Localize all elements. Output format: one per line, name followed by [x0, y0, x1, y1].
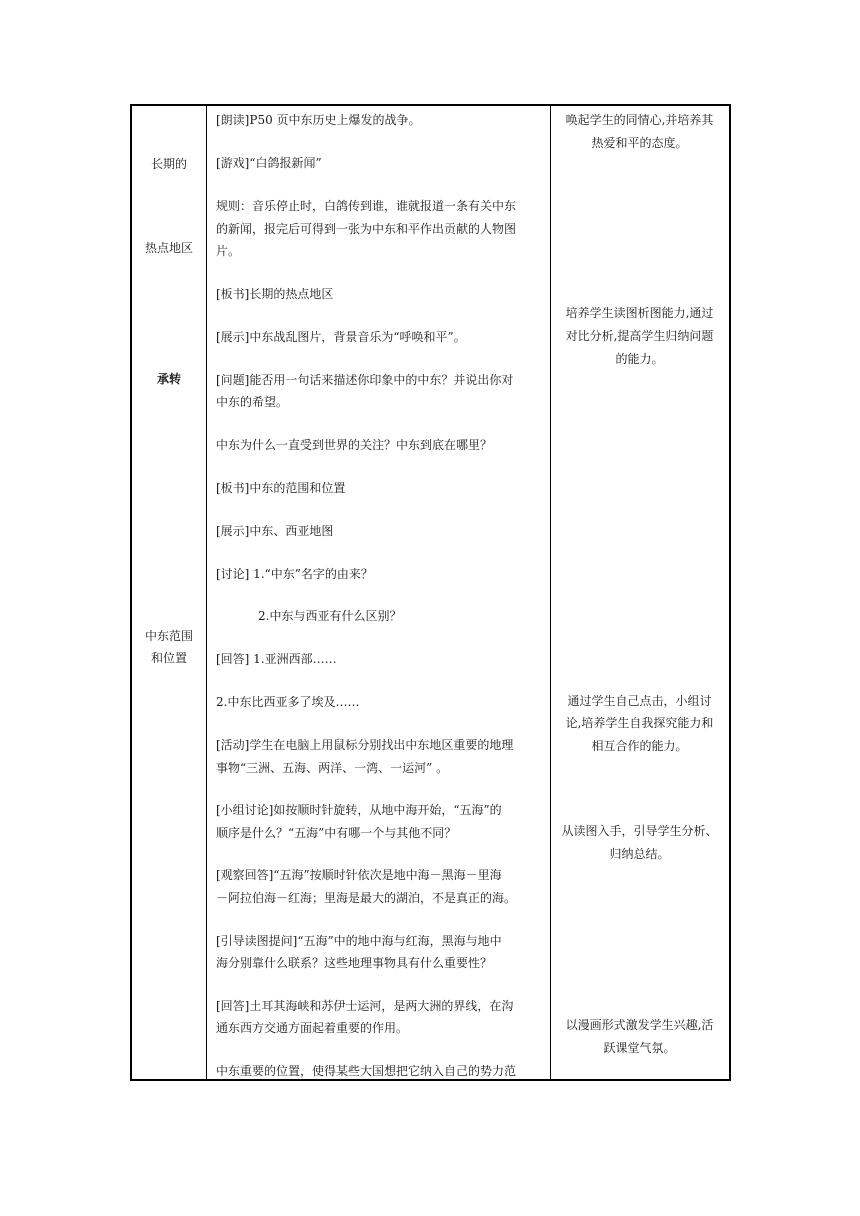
- section-label-hotspot: 热点地区: [144, 241, 193, 255]
- process-line: 2.中东与西亚有什么区别？: [258, 609, 402, 623]
- process-line: 海分别靠什么联系？这些地理事物具有什么重要性？: [216, 956, 493, 970]
- intent-line: 唤起学生的同情心,并培养其: [565, 113, 714, 127]
- process-line: 2.中东比西亚多了埃及……: [216, 695, 360, 709]
- intent-line: 相互合作的能力。: [591, 739, 688, 753]
- process-line: 中东重要的位置，使得某些大国想把它纳入自己的势力范: [216, 1064, 517, 1078]
- intent-line: 从读图入手，引导学生分析、: [561, 824, 718, 838]
- process-line: [活动]学生在电脑上用鼠标分别找出中东地区重要的地理: [216, 738, 514, 752]
- process-line: [回答] 1.亚洲西部……: [216, 652, 337, 666]
- process-line: 规则：音乐停止时，白鸽传到谁，谁就报道一条有关中东: [216, 199, 517, 213]
- process-line: [观察回答]“五海”按顺时针依次是地中海－黑海－里海: [216, 868, 502, 882]
- section-label-range: 中东范围: [144, 629, 193, 643]
- section-label-position: 和位置: [150, 651, 187, 665]
- column-divider-2: [550, 106, 551, 1079]
- intent-line: 以漫画形式激发学生兴趣,活: [565, 1018, 714, 1032]
- process-line: [朗读]P50 页中东历史上爆发的战争。: [216, 113, 421, 127]
- intent-line: 的能力。: [615, 352, 664, 366]
- process-line: [板书]长期的热点地区: [216, 287, 334, 301]
- process-line: [回答]土耳其海峡和苏伊士运河，是两大洲的界线，在沟: [216, 999, 514, 1013]
- intent-line: 归纳总结。: [609, 847, 670, 861]
- process-line: 中东的希望。: [216, 395, 289, 409]
- process-line: [引导读图提问]“五海”中的地中海与红海，黑海与地中: [216, 934, 502, 948]
- process-line: 的新闻，报完后可得到一张为中东和平作出贡献的人物图: [216, 222, 517, 236]
- intent-line: 培养学生读图析图能力,通过: [565, 306, 714, 320]
- intent-line: 跃课堂气氛。: [603, 1041, 676, 1055]
- intent-line: 通过学生自己点击，小组讨: [567, 694, 712, 708]
- process-line: [讨论] 1.“中东”名字的由来？: [216, 567, 373, 581]
- section-label-transition: 承转: [156, 372, 181, 386]
- intent-line: 论,培养学生自我探究能力和: [565, 716, 714, 730]
- process-line: 通东西方交通方面起着重要的作用。: [216, 1021, 409, 1035]
- process-line: [问题]能否用一句话来描述你印象中的中东？并说出你对: [216, 373, 514, 387]
- process-line: 片。: [216, 244, 241, 258]
- process-line: －阿拉伯海－红海；里海是最大的湖泊，不是真正的海。: [216, 891, 517, 905]
- column-divider-1: [206, 106, 207, 1079]
- process-line: [展示]中东战乱图片，背景音乐为“呼唤和平”。: [216, 330, 466, 344]
- process-line: 顺序是什么？“五海”中有哪一个与其他不同？: [216, 826, 457, 840]
- process-line: [板书]中东的范围和位置: [216, 481, 346, 495]
- process-line: [展示]中东、西亚地图: [216, 524, 334, 538]
- process-line: [游戏]“白鸽报新闻”: [216, 156, 322, 170]
- intent-line: 对比分析,提高学生归纳问题: [565, 329, 714, 343]
- section-label-long-term: 长期的: [150, 157, 187, 171]
- process-line: 中东为什么一直受到世界的关注？中东到底在哪里？: [216, 438, 493, 452]
- process-line: 事物“三洲、五海、两洋、一湾、一运河” 。: [216, 761, 449, 775]
- process-line: [小组讨论]如按顺时针旋转，从地中海开始，“五海”的: [216, 803, 502, 817]
- intent-line: 热爱和平的态度。: [591, 136, 688, 150]
